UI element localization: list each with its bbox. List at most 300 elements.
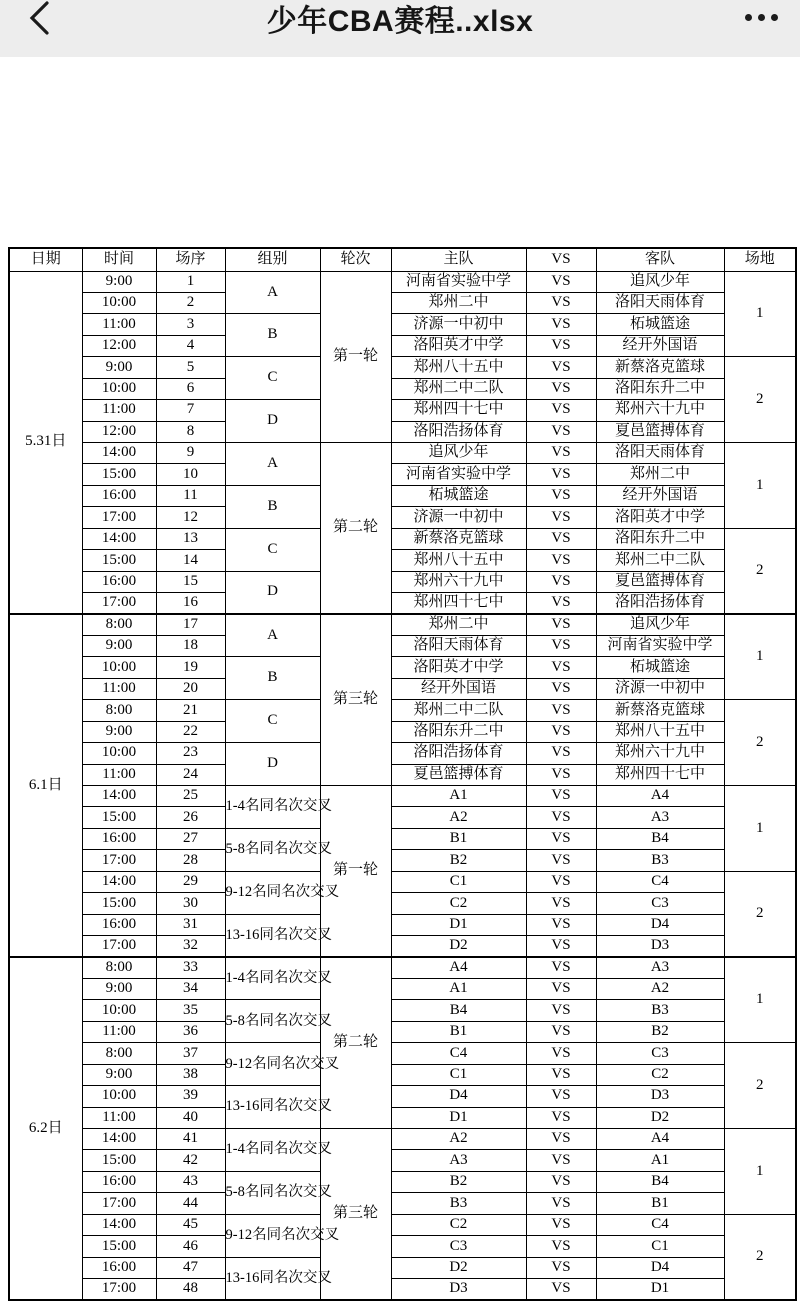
away-team-cell: C4 [596, 1214, 724, 1235]
vs-cell: VS [526, 786, 596, 807]
game-no-cell: 42 [156, 1150, 225, 1171]
time-cell: 16:00 [82, 1171, 156, 1192]
vs-cell: VS [526, 485, 596, 506]
home-team-cell: 济源一中初中 [391, 314, 526, 335]
vs-cell: VS [526, 507, 596, 528]
vs-cell: VS [526, 1214, 596, 1235]
time-cell: 9:00 [82, 357, 156, 378]
app-header [0, 0, 800, 57]
home-team-cell: 新蔡洛克篮球 [391, 528, 526, 549]
table-row [9, 1193, 796, 1214]
home-team-cell: A1 [391, 978, 526, 999]
away-team-cell: 洛阳英才中学 [596, 507, 724, 528]
col-header-away: 客队 [596, 248, 724, 271]
time-cell: 17:00 [82, 507, 156, 528]
table-row [9, 421, 796, 442]
home-team-cell: D2 [391, 1257, 526, 1278]
game-no-cell: 40 [156, 1107, 225, 1128]
vs-cell: VS [526, 914, 596, 935]
game-no-cell: 21 [156, 700, 225, 721]
group-cell: A [225, 443, 320, 486]
away-team-cell: 夏邑篮搏体育 [596, 421, 724, 442]
game-no-cell: 28 [156, 850, 225, 871]
round-cell: 第二轮 [320, 957, 391, 1129]
game-no-cell: 19 [156, 657, 225, 678]
game-no-cell: 32 [156, 936, 225, 957]
vs-cell: VS [526, 957, 596, 978]
table-row [9, 357, 796, 378]
table-row [9, 893, 796, 914]
col-header-time: 时间 [82, 248, 156, 271]
vs-cell: VS [526, 1236, 596, 1257]
group-cell: C [225, 700, 320, 743]
table-row [9, 1021, 796, 1042]
group-cell: 13-16同名次交叉 [225, 914, 320, 957]
time-cell: 17:00 [82, 593, 156, 614]
vs-cell: VS [526, 271, 596, 292]
table-row [9, 1236, 796, 1257]
away-team-cell: B1 [596, 1193, 724, 1214]
away-team-cell: C4 [596, 871, 724, 892]
col-header-round: 轮次 [320, 248, 391, 271]
table-row [9, 378, 796, 399]
table-row [9, 335, 796, 356]
game-no-cell: 23 [156, 743, 225, 764]
away-team-cell: 郑州二中二队 [596, 550, 724, 571]
away-team-cell: 经开外国语 [596, 335, 724, 356]
game-no-cell: 36 [156, 1021, 225, 1042]
group-cell: A [225, 271, 320, 314]
time-cell: 10:00 [82, 657, 156, 678]
venue-cell: 2 [724, 871, 796, 957]
group-cell: 13-16同名次交叉 [225, 1257, 320, 1300]
vs-cell: VS [526, 292, 596, 313]
home-team-cell: 郑州二中二队 [391, 378, 526, 399]
vs-cell: VS [526, 314, 596, 335]
away-team-cell: 郑州二中 [596, 464, 724, 485]
time-cell: 9:00 [82, 721, 156, 742]
group-cell: C [225, 357, 320, 400]
home-team-cell: 河南省实验中学 [391, 271, 526, 292]
vs-cell: VS [526, 1171, 596, 1192]
home-team-cell: C1 [391, 871, 526, 892]
venue-cell: 1 [724, 271, 796, 357]
away-team-cell: 洛阳天雨体育 [596, 443, 724, 464]
group-cell: 1-4名同名次交叉 [225, 786, 320, 829]
table-row [9, 1107, 796, 1128]
schedule-table [8, 247, 797, 1301]
time-cell: 15:00 [82, 893, 156, 914]
table-row [9, 464, 796, 485]
venue-cell: 2 [724, 357, 796, 443]
vs-cell: VS [526, 1129, 596, 1150]
table-row [9, 978, 796, 999]
home-team-cell: A4 [391, 957, 526, 978]
home-team-cell: D1 [391, 1107, 526, 1128]
col-header-no: 场序 [156, 248, 225, 271]
away-team-cell: 追风少年 [596, 271, 724, 292]
group-cell: 9-12名同名次交叉 [225, 1043, 320, 1086]
away-team-cell: D1 [596, 1279, 724, 1300]
table-row [9, 314, 796, 335]
away-team-cell: D2 [596, 1107, 724, 1128]
away-team-cell: 洛阳东升二中 [596, 378, 724, 399]
away-team-cell: 济源一中初中 [596, 678, 724, 699]
time-cell: 14:00 [82, 871, 156, 892]
game-no-cell: 29 [156, 871, 225, 892]
game-no-cell: 26 [156, 807, 225, 828]
time-cell: 16:00 [82, 828, 156, 849]
home-team-cell: 济源一中初中 [391, 507, 526, 528]
time-cell: 14:00 [82, 443, 156, 464]
away-team-cell: 新蔡洛克篮球 [596, 700, 724, 721]
vs-cell: VS [526, 850, 596, 871]
away-team-cell: 洛阳天雨体育 [596, 292, 724, 313]
group-cell: 5-8名同名次交叉 [225, 1171, 320, 1214]
away-team-cell: A3 [596, 807, 724, 828]
game-no-cell: 24 [156, 764, 225, 785]
home-team-cell: 郑州二中 [391, 614, 526, 635]
away-team-cell: C3 [596, 1043, 724, 1064]
group-cell: D [225, 743, 320, 786]
date-cell: 6.1日 [9, 614, 82, 957]
time-cell: 15:00 [82, 1236, 156, 1257]
time-cell: 14:00 [82, 528, 156, 549]
game-no-cell: 10 [156, 464, 225, 485]
vs-cell: VS [526, 1279, 596, 1300]
venue-cell: 1 [724, 957, 796, 1043]
table-row [9, 292, 796, 313]
game-no-cell: 41 [156, 1129, 225, 1150]
vs-cell: VS [526, 807, 596, 828]
home-team-cell: 洛阳浩扬体育 [391, 743, 526, 764]
table-row [9, 914, 796, 935]
home-team-cell: 郑州四十七中 [391, 400, 526, 421]
group-cell: B [225, 657, 320, 700]
group-cell: D [225, 400, 320, 443]
home-team-cell: 郑州四十七中 [391, 593, 526, 614]
time-cell: 15:00 [82, 550, 156, 571]
game-no-cell: 33 [156, 957, 225, 978]
game-no-cell: 13 [156, 528, 225, 549]
vs-cell: VS [526, 335, 596, 356]
home-team-cell: 郑州二中 [391, 292, 526, 313]
vs-cell: VS [526, 614, 596, 635]
table-row [9, 1086, 796, 1107]
away-team-cell: C2 [596, 1064, 724, 1085]
home-team-cell: 柘城篮途 [391, 485, 526, 506]
vs-cell: VS [526, 1064, 596, 1085]
home-team-cell: 追风少年 [391, 443, 526, 464]
vs-cell: VS [526, 1043, 596, 1064]
home-team-cell: C2 [391, 1214, 526, 1235]
game-no-cell: 16 [156, 593, 225, 614]
group-cell: 1-4名同名次交叉 [225, 957, 320, 1000]
vs-cell: VS [526, 464, 596, 485]
away-team-cell: D3 [596, 1086, 724, 1107]
vs-cell: VS [526, 528, 596, 549]
home-team-cell: D2 [391, 936, 526, 957]
group-cell: 1-4名同名次交叉 [225, 1129, 320, 1172]
vs-cell: VS [526, 1193, 596, 1214]
vs-cell: VS [526, 871, 596, 892]
game-no-cell: 2 [156, 292, 225, 313]
table-row [9, 764, 796, 785]
time-cell: 9:00 [82, 978, 156, 999]
game-no-cell: 8 [156, 421, 225, 442]
table-row [9, 400, 796, 421]
table-row [9, 635, 796, 656]
time-cell: 11:00 [82, 400, 156, 421]
table-row [9, 657, 796, 678]
table-row [9, 1043, 796, 1064]
table-row [9, 1214, 796, 1235]
vs-cell: VS [526, 571, 596, 592]
col-header-venue: 场地 [724, 248, 796, 271]
vs-cell: VS [526, 1086, 596, 1107]
round-cell: 第三轮 [320, 1129, 391, 1301]
home-team-cell: B4 [391, 1000, 526, 1021]
table-row [9, 485, 796, 506]
group-cell: 13-16同名次交叉 [225, 1086, 320, 1129]
game-no-cell: 20 [156, 678, 225, 699]
away-team-cell: 追风少年 [596, 614, 724, 635]
vs-cell: VS [526, 593, 596, 614]
time-cell: 14:00 [82, 786, 156, 807]
game-no-cell: 18 [156, 635, 225, 656]
home-team-cell: 洛阳浩扬体育 [391, 421, 526, 442]
vs-cell: VS [526, 1257, 596, 1278]
game-no-cell: 9 [156, 443, 225, 464]
away-team-cell: A2 [596, 978, 724, 999]
group-cell: A [225, 614, 320, 657]
vs-cell: VS [526, 936, 596, 957]
home-team-cell: C3 [391, 1236, 526, 1257]
date-cell: 6.2日 [9, 957, 82, 1300]
table-row [9, 271, 796, 292]
document-title: 少年CBA赛程..xlsx [266, 5, 534, 38]
vs-cell: VS [526, 828, 596, 849]
table-row [9, 828, 796, 849]
round-cell: 第三轮 [320, 614, 391, 786]
table-row [9, 528, 796, 549]
time-cell: 15:00 [82, 807, 156, 828]
away-team-cell: 郑州六十九中 [596, 743, 724, 764]
time-cell: 10:00 [82, 378, 156, 399]
round-cell: 第二轮 [320, 443, 391, 615]
back-chevron-icon [28, 23, 54, 38]
table-row [9, 743, 796, 764]
away-team-cell: C1 [596, 1236, 724, 1257]
time-cell: 11:00 [82, 1021, 156, 1042]
home-team-cell: 洛阳英才中学 [391, 657, 526, 678]
away-team-cell: B2 [596, 1021, 724, 1042]
vs-cell: VS [526, 1150, 596, 1171]
home-team-cell: B2 [391, 850, 526, 871]
home-team-cell: B1 [391, 828, 526, 849]
vs-cell: VS [526, 657, 596, 678]
away-team-cell: 经开外国语 [596, 485, 724, 506]
back-button[interactable] [28, 1, 54, 35]
table-row [9, 678, 796, 699]
away-team-cell: B3 [596, 1000, 724, 1021]
table-row [9, 1150, 796, 1171]
group-cell: B [225, 485, 320, 528]
game-no-cell: 45 [156, 1214, 225, 1235]
game-no-cell: 30 [156, 893, 225, 914]
game-no-cell: 43 [156, 1171, 225, 1192]
home-team-cell: A3 [391, 1150, 526, 1171]
vs-cell: VS [526, 1107, 596, 1128]
vs-cell: VS [526, 978, 596, 999]
time-cell: 15:00 [82, 1150, 156, 1171]
table-row [9, 807, 796, 828]
away-team-cell: 郑州八十五中 [596, 721, 724, 742]
three-dots-icon [745, 14, 752, 21]
away-team-cell: B3 [596, 850, 724, 871]
time-cell: 15:00 [82, 464, 156, 485]
game-no-cell: 37 [156, 1043, 225, 1064]
home-team-cell: 夏邑篮搏体育 [391, 764, 526, 785]
time-cell: 8:00 [82, 700, 156, 721]
home-team-cell: C2 [391, 893, 526, 914]
time-cell: 16:00 [82, 485, 156, 506]
time-cell: 11:00 [82, 314, 156, 335]
game-no-cell: 4 [156, 335, 225, 356]
away-team-cell: B4 [596, 1171, 724, 1192]
game-no-cell: 48 [156, 1279, 225, 1300]
table-row [9, 550, 796, 571]
game-no-cell: 46 [156, 1236, 225, 1257]
vs-cell: VS [526, 550, 596, 571]
table-row [9, 1000, 796, 1021]
venue-cell: 2 [724, 528, 796, 614]
time-cell: 9:00 [82, 271, 156, 292]
group-cell: 9-12名同名次交叉 [225, 1214, 320, 1257]
table-row [9, 721, 796, 742]
vs-cell: VS [526, 378, 596, 399]
time-cell: 9:00 [82, 1064, 156, 1085]
away-team-cell: 洛阳浩扬体育 [596, 593, 724, 614]
group-cell: C [225, 528, 320, 571]
home-team-cell: C1 [391, 1064, 526, 1085]
table-row [9, 700, 796, 721]
home-team-cell: 经开外国语 [391, 678, 526, 699]
away-team-cell: D4 [596, 1257, 724, 1278]
venue-cell: 1 [724, 443, 796, 529]
home-team-cell: B1 [391, 1021, 526, 1042]
round-cell: 第一轮 [320, 271, 391, 443]
vs-cell: VS [526, 443, 596, 464]
venue-cell: 1 [724, 1129, 796, 1215]
home-team-cell: D1 [391, 914, 526, 935]
game-no-cell: 11 [156, 485, 225, 506]
time-cell: 10:00 [82, 743, 156, 764]
col-header-group: 组别 [225, 248, 320, 271]
time-cell: 8:00 [82, 1043, 156, 1064]
home-team-cell: C4 [391, 1043, 526, 1064]
time-cell: 12:00 [82, 335, 156, 356]
venue-cell: 1 [724, 614, 796, 700]
venue-cell: 2 [724, 1214, 796, 1300]
table-row [9, 936, 796, 957]
away-team-cell: A4 [596, 786, 724, 807]
table-row [9, 507, 796, 528]
time-cell: 14:00 [82, 1129, 156, 1150]
time-cell: 14:00 [82, 1214, 156, 1235]
away-team-cell: A4 [596, 1129, 724, 1150]
game-no-cell: 12 [156, 507, 225, 528]
away-team-cell: D3 [596, 936, 724, 957]
game-no-cell: 47 [156, 1257, 225, 1278]
time-cell: 10:00 [82, 1086, 156, 1107]
table-row [9, 871, 796, 892]
round-cell: 第一轮 [320, 786, 391, 958]
home-team-cell: 郑州二中二队 [391, 700, 526, 721]
group-cell: 5-8名同名次交叉 [225, 1000, 320, 1043]
vs-cell: VS [526, 700, 596, 721]
home-team-cell: 洛阳英才中学 [391, 335, 526, 356]
vs-cell: VS [526, 357, 596, 378]
away-team-cell: 柘城篮途 [596, 657, 724, 678]
time-cell: 17:00 [82, 936, 156, 957]
away-team-cell: A1 [596, 1150, 724, 1171]
vs-cell: VS [526, 678, 596, 699]
table-header-row [9, 248, 796, 271]
group-cell: B [225, 314, 320, 357]
game-no-cell: 38 [156, 1064, 225, 1085]
game-no-cell: 31 [156, 914, 225, 935]
table-row [9, 850, 796, 871]
home-team-cell: A1 [391, 786, 526, 807]
time-cell: 16:00 [82, 914, 156, 935]
game-no-cell: 27 [156, 828, 225, 849]
time-cell: 9:00 [82, 635, 156, 656]
spreadsheet-preview [8, 247, 800, 1301]
away-team-cell: A3 [596, 957, 724, 978]
game-no-cell: 34 [156, 978, 225, 999]
game-no-cell: 15 [156, 571, 225, 592]
venue-cell: 2 [724, 1043, 796, 1129]
time-cell: 8:00 [82, 614, 156, 635]
away-team-cell: 新蔡洛克篮球 [596, 357, 724, 378]
table-row [9, 1279, 796, 1300]
col-header-home: 主队 [391, 248, 526, 271]
table-row [9, 786, 796, 807]
group-cell: 9-12名同名次交叉 [225, 871, 320, 914]
more-menu-button[interactable] [745, 12, 778, 22]
away-team-cell: D4 [596, 914, 724, 935]
time-cell: 11:00 [82, 1107, 156, 1128]
vs-cell: VS [526, 764, 596, 785]
game-no-cell: 5 [156, 357, 225, 378]
vs-cell: VS [526, 421, 596, 442]
time-cell: 12:00 [82, 421, 156, 442]
game-no-cell: 39 [156, 1086, 225, 1107]
table-row [9, 593, 796, 614]
table-row [9, 614, 796, 635]
table-row [9, 571, 796, 592]
away-team-cell: 夏邑篮搏体育 [596, 571, 724, 592]
away-team-cell: 河南省实验中学 [596, 635, 724, 656]
table-row [9, 1171, 796, 1192]
col-header-vs: VS [526, 248, 596, 271]
home-team-cell: D4 [391, 1086, 526, 1107]
game-no-cell: 35 [156, 1000, 225, 1021]
game-no-cell: 7 [156, 400, 225, 421]
game-no-cell: 44 [156, 1193, 225, 1214]
venue-cell: 2 [724, 700, 796, 786]
